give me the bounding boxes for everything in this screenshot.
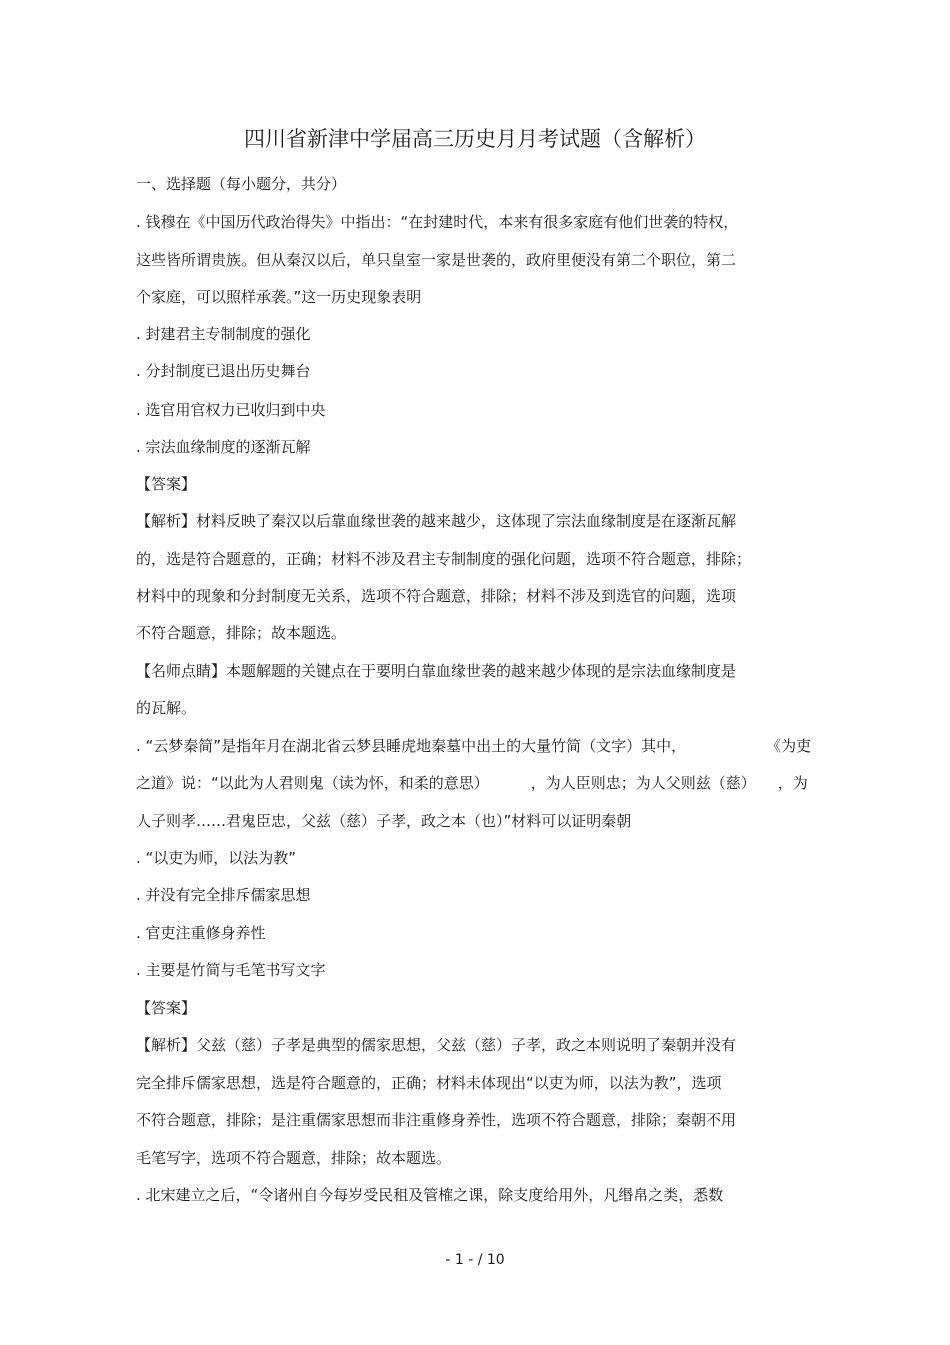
question-2-option: . 并没有完全排斥儒家思想 bbox=[136, 886, 311, 904]
question-2-stem-line bbox=[136, 772, 808, 794]
question-1-option: . 选官用官权力已收归到中央 bbox=[136, 401, 326, 419]
question-1-option: . 分封制度已退出历史舞台 bbox=[136, 362, 311, 380]
question-2-stem-text: 之道》说：“以此为人君则鬼（读为怀，和柔的意思） bbox=[136, 774, 489, 792]
question-2-analysis-line: 不符合题意，排除；是注重儒家思想而非注重修身养性，选项不符合题意，排除；秦朝不用 bbox=[136, 1111, 737, 1129]
question-2-analysis-line: 毛笔写字，选项不符合题意，排除；故本题选。 bbox=[136, 1149, 452, 1167]
question-2-option: . 官吏注重修身养性 bbox=[136, 924, 266, 942]
question-2-stem-text: ，为 bbox=[777, 774, 808, 792]
question-1-analysis-line: 【解析】材料反映了秦汉以后靠血缘世袭的越来越少，这体现了宗法血缘制度是在逐渐瓦解 bbox=[136, 512, 737, 530]
question-2-analysis-line: 完全排斥儒家思想，选是符合题意的，正确；材料未体现出“以吏为师，以法为教”，选项 bbox=[136, 1074, 722, 1092]
question-1-option: . 封建君主专制制度的强化 bbox=[136, 325, 311, 343]
question-1-stem-line: . 钱穆在《中国历代政治得失》中指出：“在封建时代，本来有很多家庭有他们世袭的特权， bbox=[136, 213, 739, 231]
question-1-stem-line: 个家庭，可以照样承袭。”这一历史现象表明 bbox=[136, 288, 422, 306]
question-1-analysis-line: 不符合题意，排除；故本题选。 bbox=[136, 624, 347, 642]
question-1-tip-line: 【名师点睛】本题解题的关键点在于要明白靠血缘世袭的越来越少体现的是宗法血缘制度是 bbox=[136, 662, 737, 680]
question-3-stem-line: . 北宋建立之后，“令诸州自今每岁受民租及管榷之课，除支度给用外，凡缗帛之类，悉数 bbox=[136, 1186, 724, 1204]
question-1-analysis-line: 的，选是符合题意的，正确；材料不涉及君主专制制度的强化问题，选项不符合题意，排除； bbox=[136, 550, 752, 568]
question-2-option: . 主要是竹简与毛笔书写文字 bbox=[136, 961, 326, 979]
question-2-answer-label: 【答案】 bbox=[136, 999, 197, 1017]
question-2-stem-text: . “云梦秦简”是指年月在湖北省云梦县睡虎地秦墓中出土的大量竹简（文字）其中， bbox=[136, 737, 687, 755]
question-2-stem-line bbox=[136, 735, 811, 757]
question-2-stem-text: 《为吏 bbox=[766, 737, 812, 755]
question-1-option: . 宗法血缘制度的逐渐瓦解 bbox=[136, 438, 311, 456]
question-1-analysis-line: 材料中的现象和分封制度无关系，选项不符合题意，排除；材料不涉及到选官的问题，选项 bbox=[136, 587, 737, 605]
page-number: - 1 - / 10 bbox=[445, 1252, 505, 1268]
question-1-tip-line: 的瓦解。 bbox=[136, 699, 197, 717]
question-1-answer-label: 【答案】 bbox=[136, 475, 197, 493]
question-1-stem-line: 这些皆所谓贵族。但从秦汉以后，单只皇室一家是世袭的，政府里便没有第二个职位，第二 bbox=[136, 251, 737, 269]
question-2-option: . “以吏为师，以法为教” bbox=[136, 849, 297, 867]
question-2-analysis-line: 【解析】父兹（慈）子孝是典型的儒家思想，父兹（慈）子孝，政之本则说明了秦朝并没有 bbox=[136, 1036, 737, 1054]
question-2-stem-line: 人子则孝……君鬼臣忠，父兹（慈）子孝，政之本（也）”材料可以证明秦朝 bbox=[136, 812, 632, 830]
section-heading: 一、选择题（每小题分，共分） bbox=[136, 175, 347, 193]
page-title: 四川省新津中学届高三历史月月考试题（含解析） bbox=[244, 127, 706, 151]
question-2-stem-text: ，为人臣则忠；为人父则兹（慈） bbox=[530, 774, 756, 792]
